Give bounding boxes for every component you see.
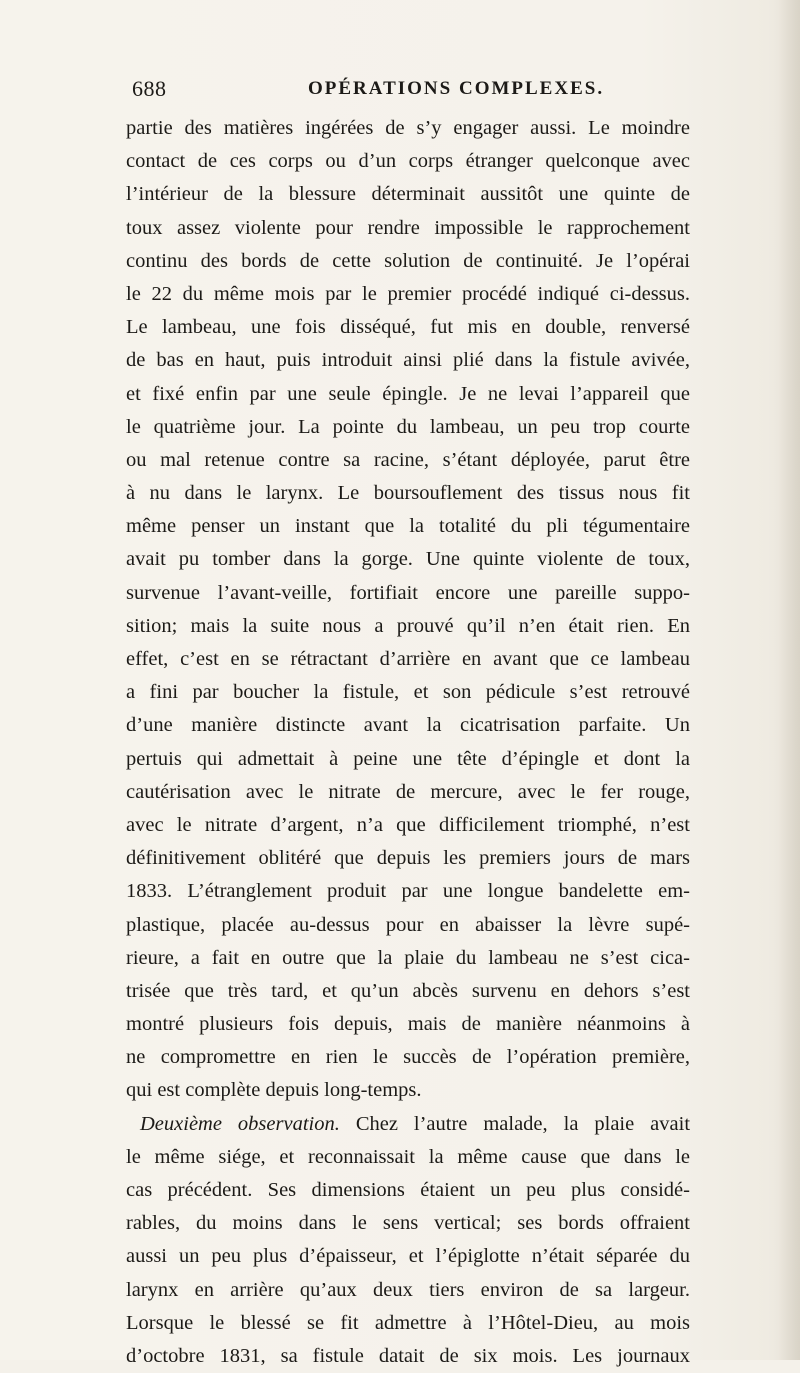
- observation-heading: Deuxième observation.: [140, 1112, 340, 1135]
- text-line: l’intérieur de la blessure déterminait aussitôt une quinte de: [126, 183, 690, 206]
- text-line: même penser un instant que la totalité du pli tégumentaire: [126, 515, 690, 538]
- text-line: montré plusieurs fois depuis, mais de manière néanmoins à: [126, 1013, 690, 1036]
- text-line: ne compromettre en rien le succès de l’opération première,: [126, 1046, 690, 1069]
- text-line: avec le nitrate d’argent, n’a que difficilement triomphé, n’est: [126, 813, 690, 836]
- text-line: toux assez violente pour rendre impossible le rapprochement: [126, 216, 690, 239]
- text-line: sition; mais la suite nous a prouvé qu’il n’en était rien. En: [126, 614, 690, 637]
- text-line: pertuis qui admettait à peine une tête d’épingle et dont la: [126, 747, 690, 770]
- text-line: le quatrième jour. La pointe du lambeau, un peu trop courte: [126, 415, 690, 438]
- text-line: ou mal retenue contre sa racine, s’étant déployée, parut être: [126, 448, 690, 471]
- text-line: contact de ces corps ou d’un corps étranger quelconque avec: [126, 150, 690, 173]
- text-line: effet, c’est en se rétractant d’arrière en avant que ce lambeau: [126, 648, 690, 670]
- text-line: rables, du moins dans le sens vertical; ses bords offraient: [126, 1212, 690, 1235]
- text-line: le même siége, et reconnaissait la même cause que dans le: [126, 1145, 690, 1168]
- text-line: 1833. L’étranglement produit par une longue bandelette em-: [126, 880, 690, 903]
- text-line: d’une manière distincte avant la cicatrisation parfaite. Un: [126, 714, 690, 737]
- text-line: trisée que très tard, et qu’un abcès survenu en dehors s’est: [126, 979, 690, 1002]
- text-line: partie des matières ingérées de s’y engager aussi. Le moindre: [126, 117, 690, 139]
- observation-first-line: [126, 1108, 690, 1141]
- text-line: Le lambeau, une fois disséqué, fut mis en double, renversé: [126, 316, 690, 339]
- text-line: le 22 du même mois par le premier procédé indiqué ci-dessus.: [126, 282, 690, 305]
- text-line: de bas en haut, puis introduit ainsi plié dans la fistule avivée,: [126, 349, 690, 372]
- text-line: rieure, a fait en outre que la plaie du lambeau ne s’est cica-: [126, 946, 690, 969]
- text-line: cas précédent. Ses dimensions étaient un peu plus considé-: [126, 1179, 690, 1201]
- text-line: plastique, placée au-dessus pour en abaisser la lèvre supé-: [126, 913, 690, 936]
- text-line: avait pu tomber dans la gorge. Une quinte violente de toux,: [126, 548, 690, 571]
- text-line-paragraph-end: qui est complète depuis long-temps.: [126, 1079, 422, 1102]
- page-number: 688: [132, 76, 167, 101]
- running-head: OPÉRATIONS COMPLEXES.: [308, 78, 605, 99]
- text-line: a fini par boucher la fistule, et son pédicule s’est retrouvé: [126, 681, 690, 704]
- text-line: à nu dans le larynx. Le boursouflement des tissus nous fit: [126, 482, 690, 505]
- text-line: larynx en arrière qu’aux deux tiers environ de sa largeur.: [126, 1278, 690, 1301]
- text-line: survenue l’avant-veille, fortifiait encore une pareille suppo-: [126, 581, 690, 604]
- text-line: et fixé enfin par une seule épingle. Je ne levai l’appareil que: [126, 382, 690, 405]
- page-edge-shadow: [778, 0, 800, 1360]
- text-line: continu des bords de cette solution de continuité. Je l’opérai: [126, 249, 690, 272]
- text-line: définitivement oblitéré que depuis les premiers jours de mars: [126, 847, 690, 870]
- text-line: cautérisation avec le nitrate de mercure, avec le fer rouge,: [126, 780, 690, 803]
- page-header: [122, 76, 692, 108]
- text-line: d’octobre 1831, sa fistule datait de six mois. Les journaux: [126, 1344, 690, 1367]
- text-line: aussi un peu plus d’épaisseur, et l’épiglotte n’était séparée du: [126, 1245, 690, 1268]
- body-text: [126, 112, 690, 1373]
- text-line: Lorsque le blessé se fit admettre à l’Hôtel-Dieu, au mois: [126, 1311, 690, 1334]
- observation-first-line-text: Chez l’autre malade, la plaie avait: [355, 1112, 690, 1135]
